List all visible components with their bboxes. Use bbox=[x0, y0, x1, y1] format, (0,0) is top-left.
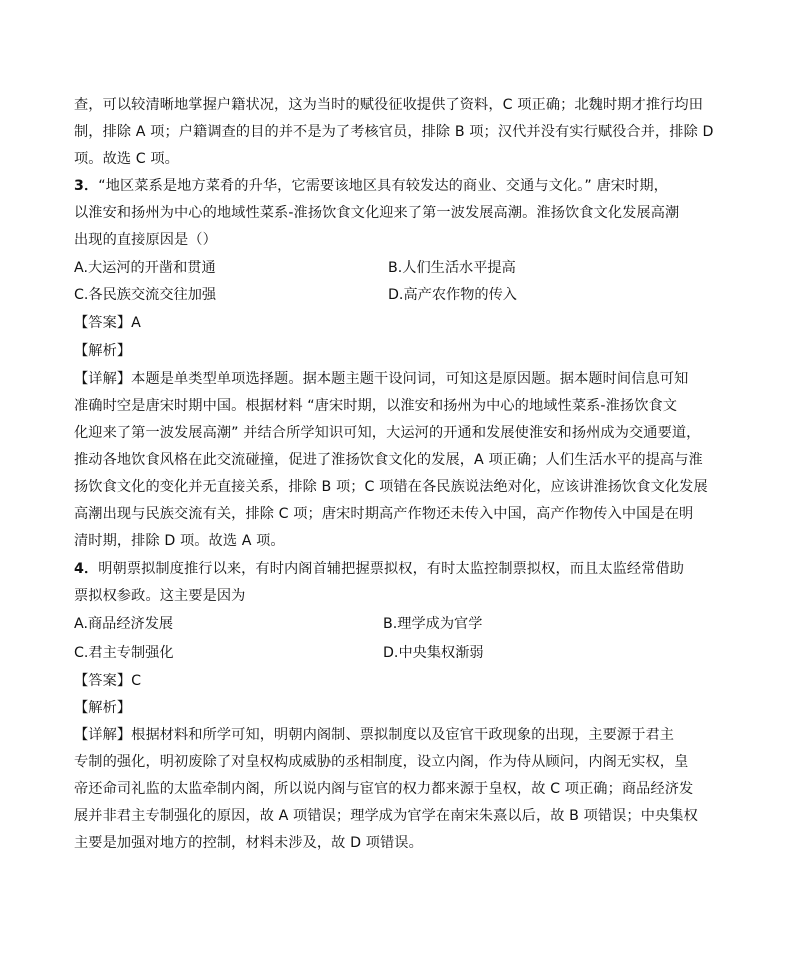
q4-option-b-text: 理学成为官学 bbox=[397, 616, 483, 632]
q4-stem-line-2: 票拟权参政。这主要是因为 bbox=[74, 588, 246, 604]
prev-explanation-line-1: 查，可以较清晰地掌握户籍状况，这为当时的赋役征收提供了资料，C 项正确；北魏时期才推行均田 bbox=[74, 97, 703, 113]
q3-answer-label: 【答案】 bbox=[74, 315, 132, 331]
q3-option-b-key: B. bbox=[388, 260, 403, 276]
q4-number: 4． bbox=[74, 561, 99, 577]
q4-option-a-key: A. bbox=[74, 616, 88, 632]
q3-option-d-key: D. bbox=[388, 287, 404, 303]
q4-option-a bbox=[74, 611, 173, 637]
q3-stem-line-2: 以淮安和扬州为中心的地域性菜系-淮扬饮食文化迎来了第一波发展高潮。淮扬饮食文化发展高潮 bbox=[74, 205, 680, 221]
q3-detail-line-3: 化迎来了第一波发展高潮” 并结合所学知识可知，大运河的开通和发展使淮安和扬州成为交通要道， bbox=[74, 425, 701, 441]
q4-option-b bbox=[383, 611, 482, 637]
q4-stem-line-1 bbox=[74, 556, 724, 582]
q3-option-c bbox=[74, 282, 216, 308]
q4-answer-value: C bbox=[131, 673, 142, 689]
q3-option-d-text: 高产农作物的传入 bbox=[403, 287, 517, 303]
q4-option-a-text: 商品经济发展 bbox=[87, 616, 174, 632]
q4-detail-line-1: 【详解】根据材料和所学可知，明朝内阁制、票拟制度以及宦官干政现象的出现，主要源于君主 bbox=[74, 727, 675, 743]
q4-option-d-key: D. bbox=[383, 645, 399, 661]
q3-detail-line-7: 清时期，排除 D 项。故选 A 项。 bbox=[74, 533, 285, 549]
q4-detail-line-4: 展并非君主专制强化的原因，故 A 项错误；理学成为官学在南宋朱熹以后，故 B 项错误；中央集权 bbox=[74, 808, 698, 824]
q3-stem-line-3: 出现的直接原因是（） bbox=[74, 232, 217, 248]
q4-detail-line-5: 主要是加强对地方的控制，材料未涉及，故 D 项错误。 bbox=[74, 835, 423, 851]
q4-option-d bbox=[383, 640, 484, 666]
q3-option-b bbox=[388, 255, 516, 281]
q4-option-c-key: C. bbox=[74, 645, 89, 661]
q3-option-d bbox=[388, 282, 517, 308]
q3-stem-line-1 bbox=[74, 173, 724, 199]
q3-detail-line-5: 扬饮食文化的变化并无直接关系，排除 B 项；C 项错在各民族说法绝对化，应该讲淮扬饮食文化发展 bbox=[74, 479, 708, 495]
q4-answer bbox=[74, 668, 724, 694]
q4-answer-label: 【答案】 bbox=[74, 673, 132, 689]
q3-answer bbox=[74, 310, 724, 336]
q3-option-a-key: A. bbox=[74, 260, 88, 276]
q3-number: 3． bbox=[74, 178, 99, 194]
q3-stem-text-1: “地区菜系是地方菜肴的升华，它需要该地区具有较发达的商业、交通与文化。” 唐宋时期， bbox=[98, 178, 668, 194]
q3-option-c-key: C. bbox=[74, 287, 89, 303]
q4-option-c bbox=[74, 640, 174, 666]
q3-analysis-label: 【解析】 bbox=[74, 343, 132, 359]
q3-detail-line-6: 高潮出现与民族交流有关，排除 C 项；唐宋时期高产作物还未传入中国，高产作物传入中国是在明 bbox=[74, 506, 694, 522]
q3-option-a-text: 大运河的开凿和贯通 bbox=[87, 260, 216, 276]
q3-option-b-text: 人们生活水平提高 bbox=[402, 260, 516, 276]
q4-detail-line-2: 专制的强化，明初废除了对皇权构成威胁的丞相制度，设立内阁，作为侍从顾问，内阁无实权，皇 bbox=[74, 754, 689, 770]
q4-analysis-label: 【解析】 bbox=[74, 700, 132, 716]
q4-detail-line-3: 帝还命司礼监的太监牵制内阁，所以说内阁与宦官的权力都来源于皇权，故 C 项正确；商品经济发 bbox=[74, 781, 694, 797]
q4-option-c-text: 君主专制强化 bbox=[88, 645, 174, 661]
q4-option-d-text: 中央集权渐弱 bbox=[398, 645, 484, 661]
q3-option-c-text: 各民族交流交往加强 bbox=[88, 287, 217, 303]
q3-option-a bbox=[74, 255, 216, 281]
q4-stem-text-1: 明朝票拟制度推行以来，有时内阁首辅把握票拟权，有时太监控制票拟权，而且太监经常借助 bbox=[98, 561, 685, 577]
q3-detail-line-1: 【详解】本题是单类型单项选择题。据本题主题干设问词，可知这是原因题。据本题时间信息可知 bbox=[74, 371, 689, 387]
q3-detail-line-2: 准确时空是唐宋时期中国。根据材料 “唐宋时期，以淮安和扬州为中心的地域性菜系-淮扬饮食文 bbox=[74, 398, 678, 414]
prev-explanation-line-3: 项。故选 C 项。 bbox=[74, 151, 179, 167]
q3-answer-value: A bbox=[131, 315, 141, 331]
prev-explanation-line-2: 制，排除 A 项；户籍调查的目的并不是为了考核官员，排除 B 项；汉代并没有实行赋役合并，排除 D bbox=[74, 124, 714, 140]
q4-option-b-key: B. bbox=[383, 616, 398, 632]
q3-detail-line-4: 推动各地饮食风格在此交流碰撞，促进了淮扬饮食文化的发展，A 项正确；人们生活水平的提高与淮 bbox=[74, 452, 703, 468]
